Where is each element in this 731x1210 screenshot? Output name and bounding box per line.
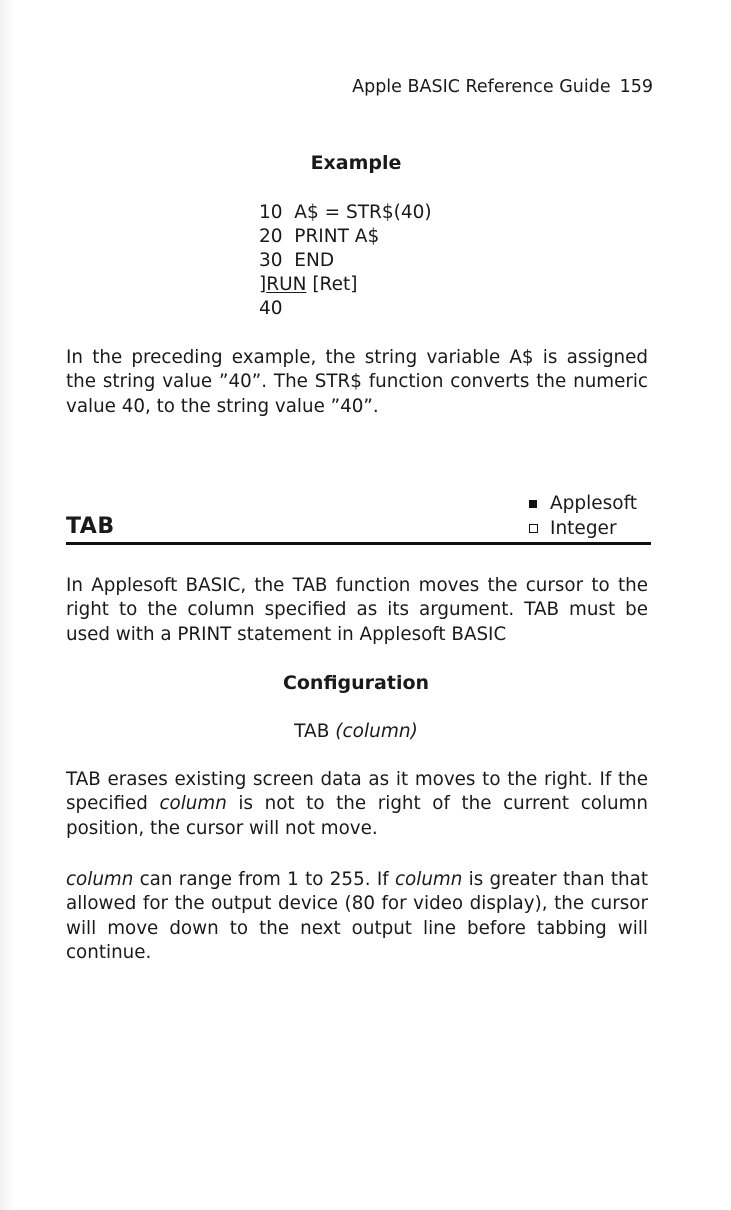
example-heading: Example bbox=[310, 152, 402, 174]
syntax-keyword: TAB bbox=[294, 721, 330, 742]
configuration-syntax bbox=[0, 721, 712, 742]
filled-square-icon bbox=[529, 500, 537, 508]
column-range-paragraph bbox=[66, 868, 648, 965]
tab-intro-paragraph: In Applesoft BASIC, the TAB function moves the cursor to the right to the column specified as its argument. TAB must be used with a PRINT statement in Applesoft BASIC bbox=[66, 575, 648, 645]
code-line-20: 20 PRINT A$ bbox=[259, 226, 380, 247]
text-run: is not to the right of the current column position, the cursor will not move. bbox=[66, 793, 648, 839]
program-output: 40 bbox=[259, 298, 283, 319]
legend-applesoft bbox=[529, 491, 637, 516]
return-key: [Ret] bbox=[306, 274, 358, 295]
tab-erase-paragraph bbox=[66, 768, 648, 841]
page-edge-shadow bbox=[0, 0, 14, 1210]
legend-applesoft-label: Applesoft bbox=[550, 493, 638, 514]
entry-title: TAB bbox=[66, 514, 115, 539]
legend-integer-label: Integer bbox=[550, 518, 617, 539]
section-rule bbox=[66, 542, 651, 545]
example-code-block bbox=[259, 201, 432, 321]
code-line-30: 30 END bbox=[259, 250, 335, 271]
term-column: column bbox=[66, 869, 134, 890]
code-line-10: 10 A$ = STR$(40) bbox=[259, 202, 432, 223]
text-run: is greater than that allowed for the output device (80 for video display), the cursor will move down to the next output line before tabbing will continue. bbox=[66, 869, 648, 963]
text-run: TAB erases existing screen data as it moves to the right. If the specified bbox=[66, 769, 648, 815]
legend-integer bbox=[529, 516, 637, 541]
run-command-line bbox=[259, 273, 432, 297]
page-number: 159 bbox=[619, 77, 653, 97]
run-prompt: ] bbox=[259, 274, 267, 295]
str-explanation-paragraph: In the preceding example, the string variable A$ is assigned the string value ”40”. The STR$ function converts the numeric value 40, to the string value ”40”. bbox=[66, 347, 648, 417]
term-column: column bbox=[395, 869, 463, 890]
running-head bbox=[352, 77, 653, 97]
text-run: can range from 1 to 255. If bbox=[133, 869, 395, 890]
syntax-argument: (column) bbox=[335, 721, 418, 742]
version-legend bbox=[529, 491, 637, 541]
configuration-heading: Configuration bbox=[282, 672, 430, 694]
running-head-title: Apple BASIC Reference Guide bbox=[352, 77, 611, 97]
term-column: column bbox=[159, 793, 227, 815]
run-command: RUN bbox=[266, 274, 307, 295]
open-square-icon bbox=[529, 524, 538, 533]
